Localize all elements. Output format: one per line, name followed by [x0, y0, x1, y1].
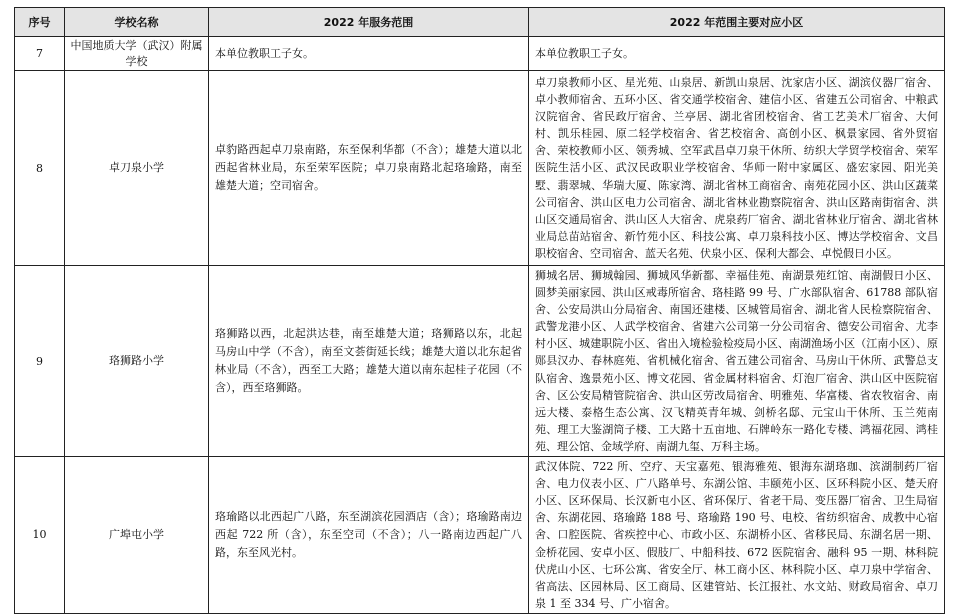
table-row	[15, 457, 945, 614]
header-no: 序号	[15, 8, 65, 37]
table-row	[15, 37, 945, 71]
cell-range: 本单位教职工子女。	[209, 37, 529, 71]
header-communities: 2022 年范围主要对应小区	[529, 8, 945, 37]
cell-range: 珞狮路以西，北起洪达巷，南至雄楚大道；珞狮路以东，北起马房山中学（不含），南至文荟街延长线；雄楚大道以北东起省林业局（不含），西至工大路；雄楚大道以南东起桂子花园（不含），西至珞狮路。	[209, 266, 529, 457]
table-header-row	[15, 8, 945, 37]
cell-communities: 卓刀泉教师小区、星光苑、山泉居、新凯山泉居、沈家店小区、湖滨仪器厂宿舍、卓小教师宿舍、五环小区、省交通学校宿舍、建信小区、省建五公司宿舍、中粮武汉院宿舍、省民政厅宿舍、兰亭居、湖北省团校宿舍、省工艺美术厂宿舍、大何村、凯乐桂园、原二轻学校宿舍、省艺校宿舍、高创小区、枫景家园、省外贸宿舍、荣校教师小区、领秀城、空军武昌卓刀泉干休所、纺织大学贸学校宿舍、荣军医院生活小区、武汉民政职业学校宿舍、华师一附中家属区、盛宏家园、阳光美墅、翡翠城、华瑞大厦、陈家湾、湖北省林工商宿舍、南苑花园小区、洪山区蔬菜公司宿舍、洪山区电力公司宿舍、湖北省林业勘察院宿舍、洪山区路南街宿舍、洪山区交通局宿舍、洪山区人大宿舍、虎泉药厂宿舍、湖北省林业厅宿舍、湖北省林业局总苗站宿舍、新竹苑小区、科技公寓、卓刀泉科技小区、博达学校宿舍、文昌职校宿舍、空司宿舍、蓝天名苑、伏泉小区、保利大都会、卓悦假日小区。	[529, 71, 945, 266]
cell-school: 广埠屯小学	[65, 457, 209, 614]
cell-no: 9	[15, 266, 65, 457]
cell-communities: 本单位教职工子女。	[529, 37, 945, 71]
cell-communities: 狮城名居、狮城翰园、狮城风华新都、幸福佳苑、南湖景苑红馆、南湖假日小区、圆梦美丽家园、洪山区戒毒所宿舍、珞桂路 99 号、广水部队宿舍、61788 部队宿舍、公安局洪山分局宿舍、南国还建楼、区城管局宿舍、湖北省人民检察院宿舍、武警龙港小区、人武学校宿舍、省建六公司第一分公司宿舍、德安公司宿舍、尤李村小区、城建职院小区、省出入境检验检疫局小区、南湖渔场小区（江南小区）、原郧县汉办、春林庭苑、省机械化宿舍、省五建公司宿舍、马房山干休所、武警总支队宿舍、逸景苑小区、博文花园、省金属材料宿舍、灯泡厂宿舍、洪山区中医院宿舍、区公安局精管院宿舍、洪山区劳改局宿舍、明雅苑、华富楼、省农牧宿舍、南远大楼、泰格生态公寓、汉飞精英青年城、剑桥名邸、元宝山干休所、玉兰苑南苑、理工大鉴湖筒子楼、工大路十五亩地、石牌岭东一路化专楼、鸿福花园、鸿桂苑、理公馆、金域学府、南湖九玺、万科主场。	[529, 266, 945, 457]
cell-range: 珞瑜路以北西起广八路，东至湖滨花园酒店（含）；珞瑜路南边西起 722 所（含），东至空司（不含）；八一路南边西起广八路，东至风光村。	[209, 457, 529, 614]
cell-no: 10	[15, 457, 65, 614]
cell-communities: 武汉体院、722 所、空疗、天宝嘉苑、银海雅苑、银海东湖珞珈、滨湖制药厂宿舍、电力仪表小区、广八路单号、东湖公馆、丰颐苑小区、区环科院小区、楚天府小区、区环保局、长汉新屯小区、省环保厅、省老干局、变压器厂宿舍、卫生局宿舍、东湖花园、珞瑜路 188 号、珞瑜路 190 号、电校、省纺织宿舍、成教中心宿舍、口腔医院、省疾控中心、市政小区、东湖桥小区、省移民局、东湖名居一期、金桥花园、安卓小区、假肢厂、中船科技、672 医院宿舍、融科 95 一期、林科院伏虎山小区、七环公寓、省安全厅、林工商小区、林科院小区、卓刀泉中学宿舍、省高法、区园林局、区工商局、区建管站、长江报社、水文站、财政局宿舍、卓刀泉 1 至 334 号、广小宿舍。	[529, 457, 945, 614]
cell-school: 珞狮路小学	[65, 266, 209, 457]
cell-range: 卓豹路西起卓刀泉南路，东至保利华都（不含）；雄楚大道以北西起省林业局，东至荣军医院；卓刀泉南路北起珞瑜路，南至雄楚大道；空司宿舍。	[209, 71, 529, 266]
cell-no: 8	[15, 71, 65, 266]
header-range: 2022 年服务范围	[209, 8, 529, 37]
cell-no: 7	[15, 37, 65, 71]
school-zone-table	[14, 7, 945, 614]
cell-school: 卓刀泉小学	[65, 71, 209, 266]
table-row	[15, 266, 945, 457]
header-school: 学校名称	[65, 8, 209, 37]
school-zone-table-container	[14, 7, 944, 614]
table-row	[15, 71, 945, 266]
cell-school: 中国地质大学（武汉）附属学校	[65, 37, 209, 71]
